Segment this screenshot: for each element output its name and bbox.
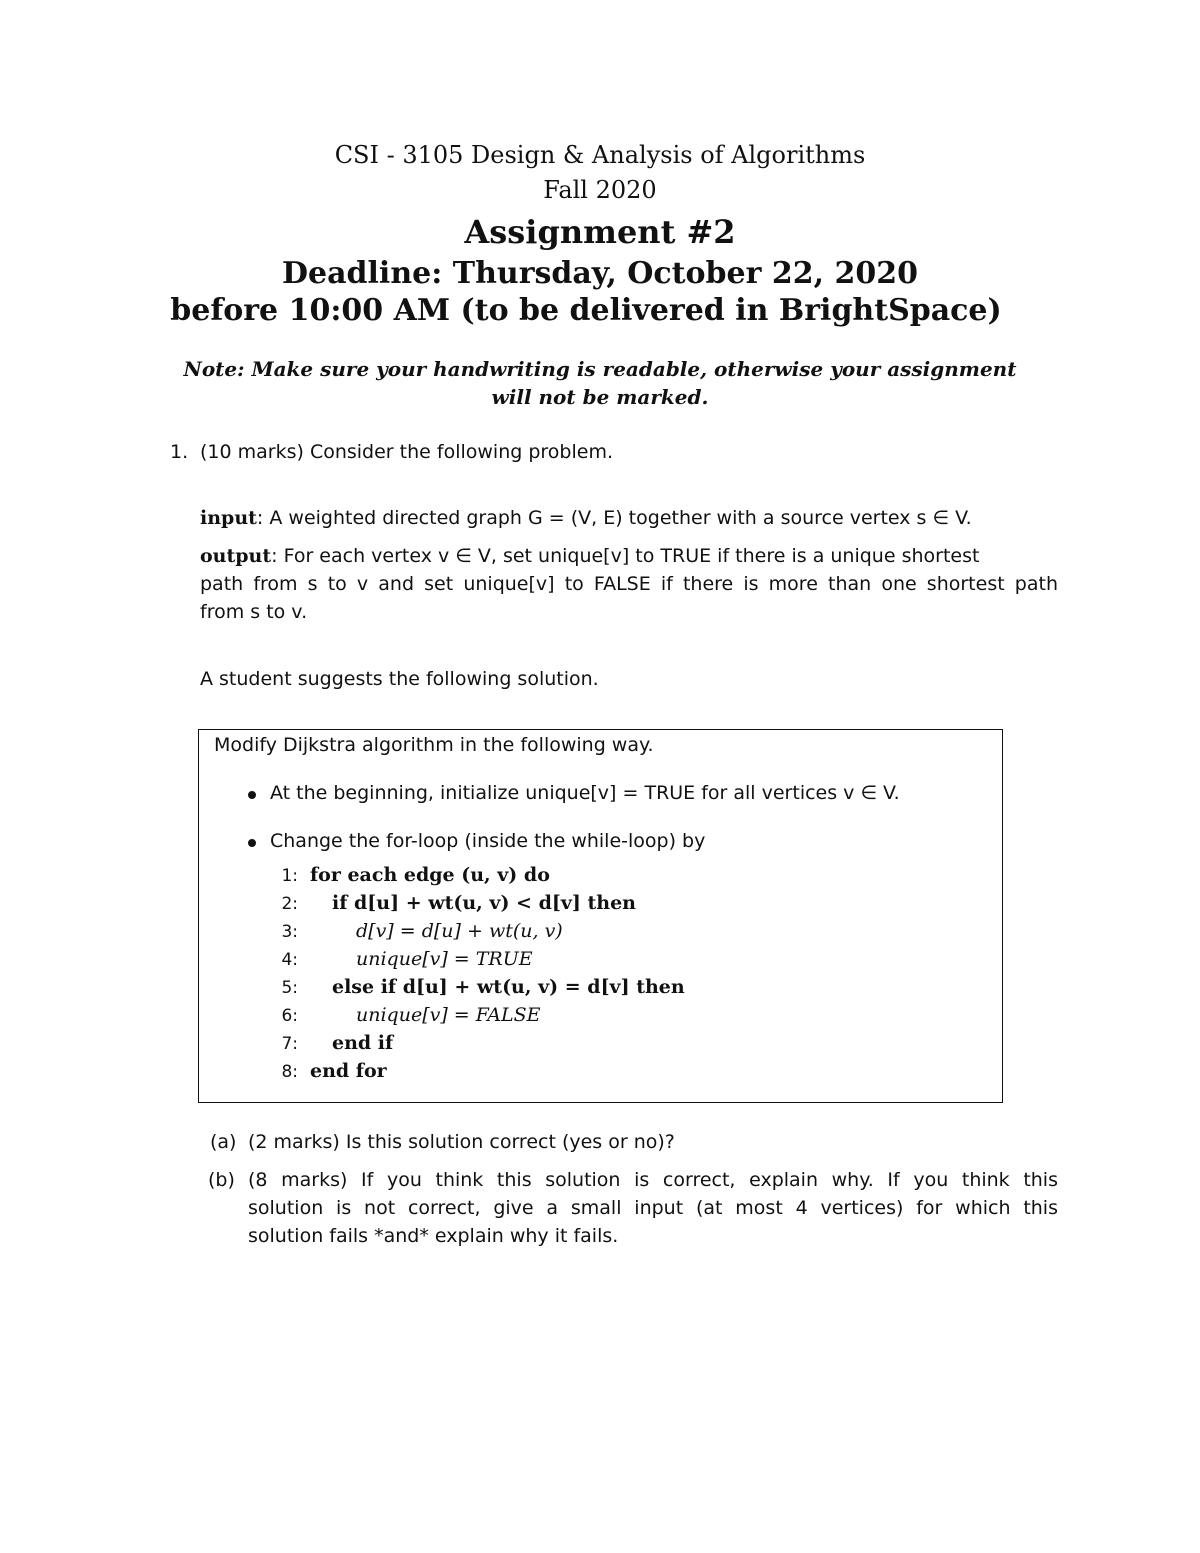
code-line: end for [310, 1060, 387, 1082]
line-number: 4: [281, 950, 298, 970]
line-number: 2: [281, 894, 298, 914]
output-label: output [200, 545, 272, 567]
code-line: end if [332, 1032, 394, 1054]
term: Fall 2020 [543, 176, 657, 204]
code-line: unique[v] = TRUE [356, 948, 533, 970]
code-line: unique[v] = FALSE [356, 1004, 541, 1026]
assignment-title: Assignment #2 [464, 213, 736, 251]
question-number: 1. [170, 441, 189, 463]
output-line-2: path from s to v and set unique[v] to FALSE if there is more than one shortest path [200, 573, 1058, 595]
part-a-text: (2 marks) Is this solution correct (yes or no)? [248, 1131, 675, 1153]
deadline: Deadline: Thursday, October 22, 2020 [282, 256, 918, 291]
course-title: CSI - 3105 Design & Analysis of Algorithms [334, 141, 866, 169]
part-b-line-1: (8 marks) If you think this solution is correct, explain why. If you think this [248, 1169, 1058, 1191]
line-number: 3: [281, 922, 298, 942]
output-line-1: : For each vertex v ∈ V, set unique[v] to TRUE if there is a unique shortest [271, 545, 980, 567]
bullet-dot [248, 839, 256, 847]
line-number: 6: [281, 1006, 298, 1026]
line-number: 5: [281, 978, 298, 998]
code-line: if d[u] + wt(u, v) < d[v] then [332, 892, 636, 914]
part-b-label: (b) [208, 1169, 235, 1191]
note-line-1: Note: Make sure your handwriting is readable, otherwise your assignment [183, 357, 1017, 381]
question-intro: (10 marks) Consider the following problem. [200, 441, 613, 463]
code-line: d[v] = d[u] + wt(u, v) [356, 920, 563, 942]
bullet-change-loop: Change the for-loop (inside the while-loop) by [270, 830, 706, 852]
part-b-line-2: solution is not correct, give a small input (at most 4 vertices) for which this [248, 1197, 1058, 1219]
input-text: : A weighted directed graph G = (V, E) together with a source vertex s ∈ V. [256, 507, 972, 529]
code-line: else if d[u] + wt(u, v) = d[v] then [332, 976, 685, 998]
student-sentence: A student suggests the following solution. [200, 668, 599, 690]
deadline-time: before 10:00 AM (to be delivered in BrightSpace) [170, 293, 1002, 328]
bullet-dot [248, 791, 256, 799]
note-line-2: will not be marked. [491, 385, 709, 409]
output-line-3: from s to v. [200, 601, 308, 623]
line-number: 7: [281, 1034, 298, 1054]
output-definition [200, 545, 979, 567]
input-definition [200, 507, 972, 529]
input-label: input [200, 507, 257, 529]
part-a-label: (a) [210, 1131, 237, 1153]
part-b-line-3: solution fails *and* explain why it fails. [248, 1225, 619, 1247]
line-number: 8: [281, 1062, 298, 1082]
line-number: 1: [281, 866, 298, 886]
code-line: for each edge (u, v) do [310, 864, 550, 886]
bullet-initialize: At the beginning, initialize unique[v] = TRUE for all vertices v ∈ V. [270, 782, 900, 804]
box-intro: Modify Dijkstra algorithm in the following way. [214, 734, 654, 756]
